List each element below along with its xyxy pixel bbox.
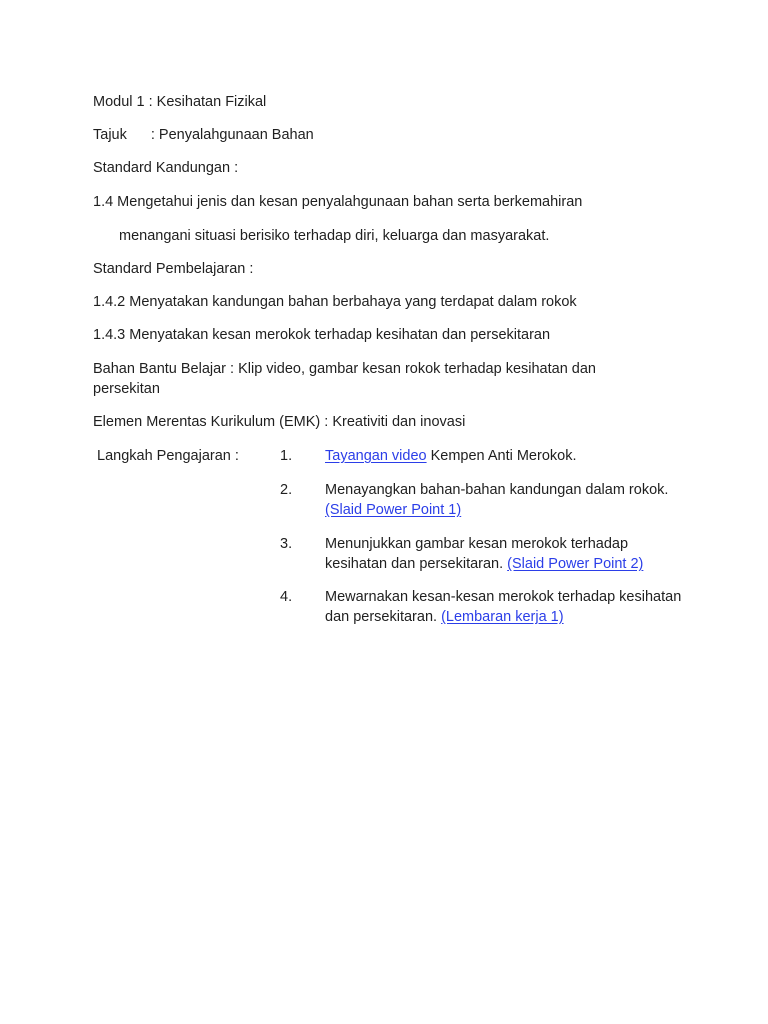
- step-item-3: [325, 534, 685, 574]
- cross-curricular-text: Elemen Merentas Kurikulum (EMK) : Kreativiti dan inovasi: [93, 414, 466, 430]
- step-number: 2.: [280, 482, 293, 498]
- content-standard-line-2: menangani situasi berisiko terhadap diri, keluarga dan masyarakat.: [119, 228, 550, 244]
- step-item-4: [325, 587, 685, 627]
- learning-standard-item-2: 1.4.3 Menyatakan kesan merokok terhadap kesihatan dan persekitaran: [93, 327, 551, 343]
- video-link[interactable]: Tayangan video: [325, 448, 427, 464]
- step-text: Mewarnakan kesan-kesan merokok terhadap kesihatan dan persekitaran.: [325, 589, 682, 625]
- topic-label: Tajuk: [93, 127, 127, 143]
- content-standard-heading: Standard Kandungan :: [93, 160, 239, 176]
- step-item-1: [325, 446, 685, 466]
- step-number: 1.: [280, 448, 293, 464]
- step-text: Kempen Anti Merokok.: [426, 448, 577, 464]
- content-standard-line-1: 1.4 Mengetahui jenis dan kesan penyalahgunaan bahan serta berkemahiran: [93, 194, 583, 210]
- worksheet-link[interactable]: (Lembaran kerja 1): [441, 609, 564, 625]
- steps-label: Langkah Pengajaran :: [97, 448, 239, 464]
- topic-value: : Penyalahgunaan Bahan: [150, 127, 314, 143]
- slide-link-1[interactable]: (Slaid Power Point 1): [325, 502, 462, 518]
- step-item-2: [325, 480, 685, 520]
- learning-standard-item-1: 1.4.2 Menyatakan kandungan bahan berbahaya yang terdapat dalam rokok: [93, 294, 577, 310]
- step-text: Menunjukkan gambar kesan merokok terhadap kesihatan dan persekitaran.: [325, 536, 629, 572]
- slide-link-2[interactable]: (Slaid Power Point 2): [507, 556, 644, 572]
- learning-standard-heading: Standard Pembelajaran :: [93, 261, 254, 277]
- step-text: Menayangkan bahan-bahan kandungan dalam rokok.: [325, 482, 669, 498]
- topic-line: [93, 125, 314, 145]
- module-title: Modul 1 : Kesihatan Fizikal: [93, 94, 267, 110]
- step-number: 3.: [280, 536, 293, 552]
- step-number: 4.: [280, 589, 293, 605]
- teaching-aids-text: Bahan Bantu Belajar : Klip video, gambar kesan rokok terhadap kesihatan dan persekitan: [93, 361, 596, 397]
